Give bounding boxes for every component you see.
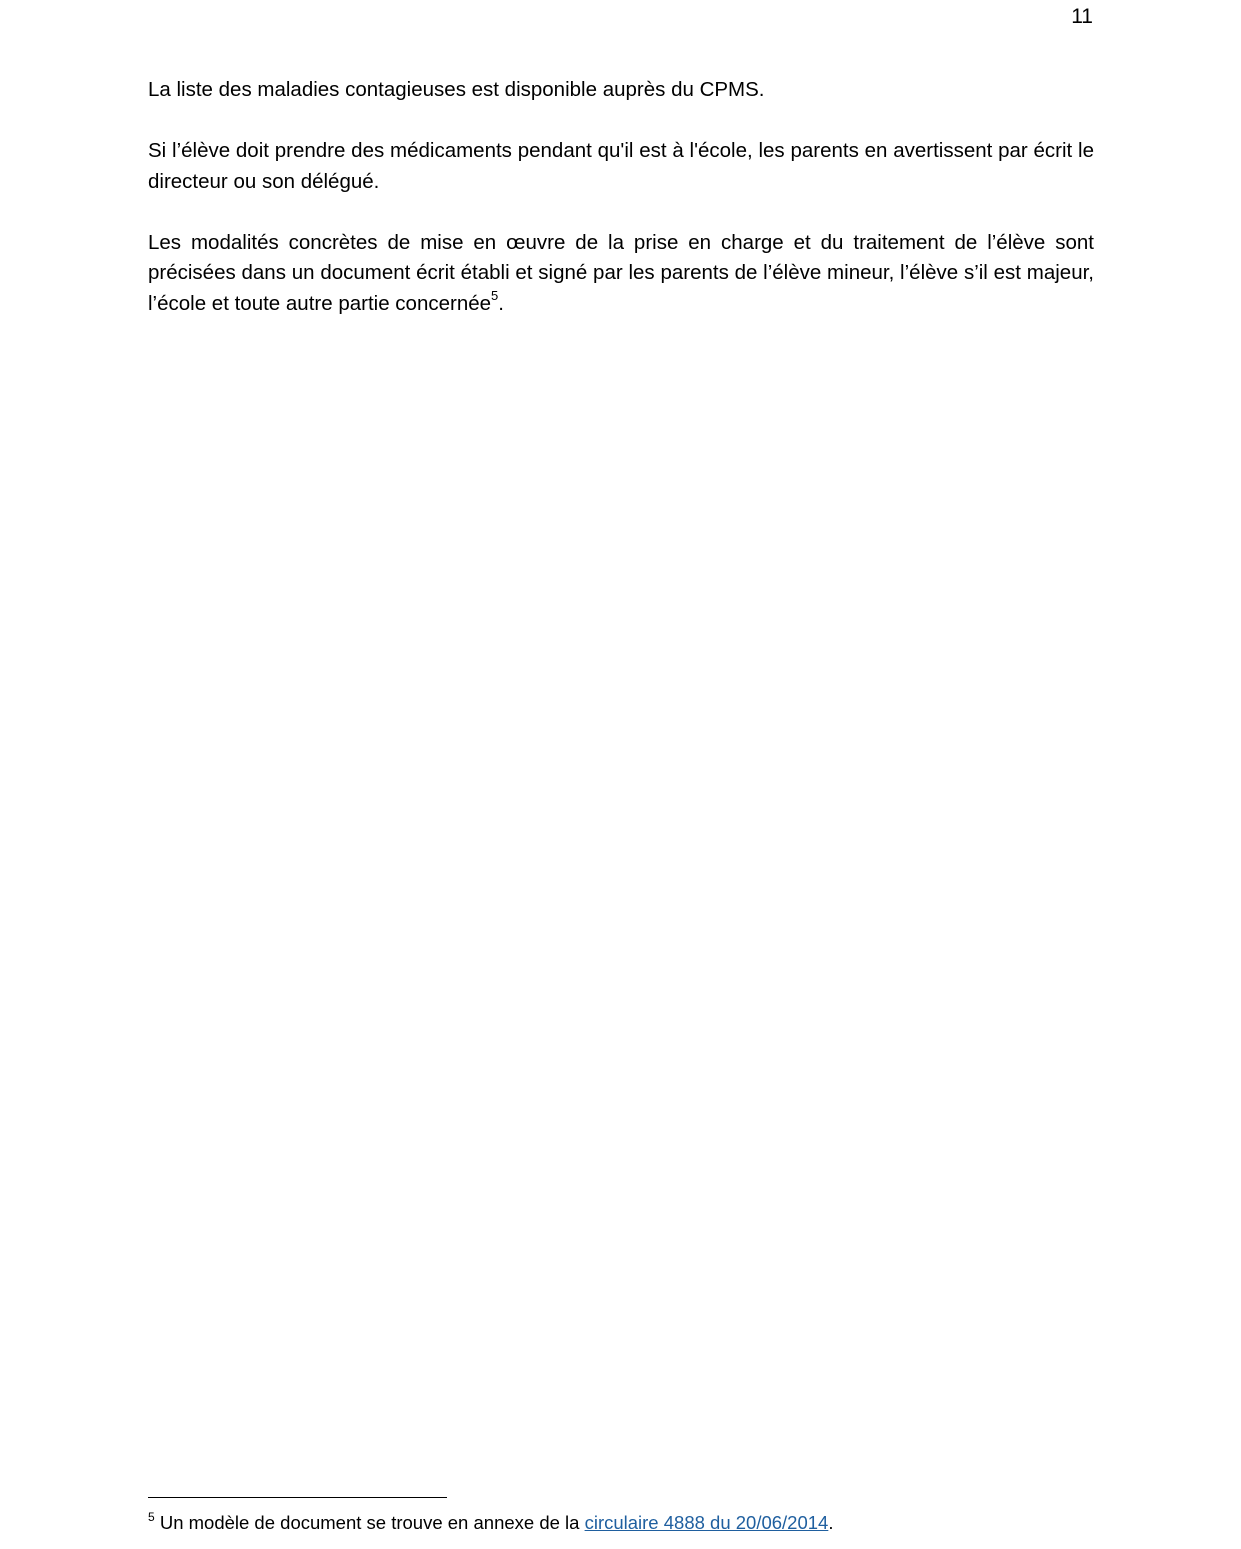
footnote-marker: 5 bbox=[148, 1509, 155, 1524]
body-text bbox=[148, 75, 1094, 319]
paragraph-treatment-text: Les modalités concrètes de mise en œuvre de la prise en charge et du traitement de l’élève sont précisées dans un document écrit établi et signé par les parents de l’élève mineur, l’élève s’il est majeur, l’école et toute autre partie concernée bbox=[148, 230, 1094, 315]
footnote-reference[interactable]: 5 bbox=[491, 287, 499, 303]
footnote-text: Un modèle de document se trouve en annexe de la bbox=[154, 1512, 585, 1533]
paragraph-treatment-modalities bbox=[148, 228, 1094, 320]
footnote bbox=[148, 1510, 1094, 1536]
paragraph-medication: Si l’élève doit prendre des médicaments pendant qu'il est à l'école, les parents en avertissent par écrit le directeur ou son délégué. bbox=[148, 139, 1094, 193]
footnote-period: . bbox=[828, 1512, 834, 1533]
paragraph-treatment-period: . bbox=[498, 291, 504, 315]
page-number: 11 bbox=[1071, 5, 1093, 28]
paragraph-contagious-diseases: La liste des maladies contagieuses est disponible auprès du CPMS. bbox=[148, 78, 765, 101]
circulaire-link[interactable]: circulaire 4888 du 20/06/2014 bbox=[584, 1512, 829, 1533]
footnote-separator bbox=[148, 1497, 447, 1498]
